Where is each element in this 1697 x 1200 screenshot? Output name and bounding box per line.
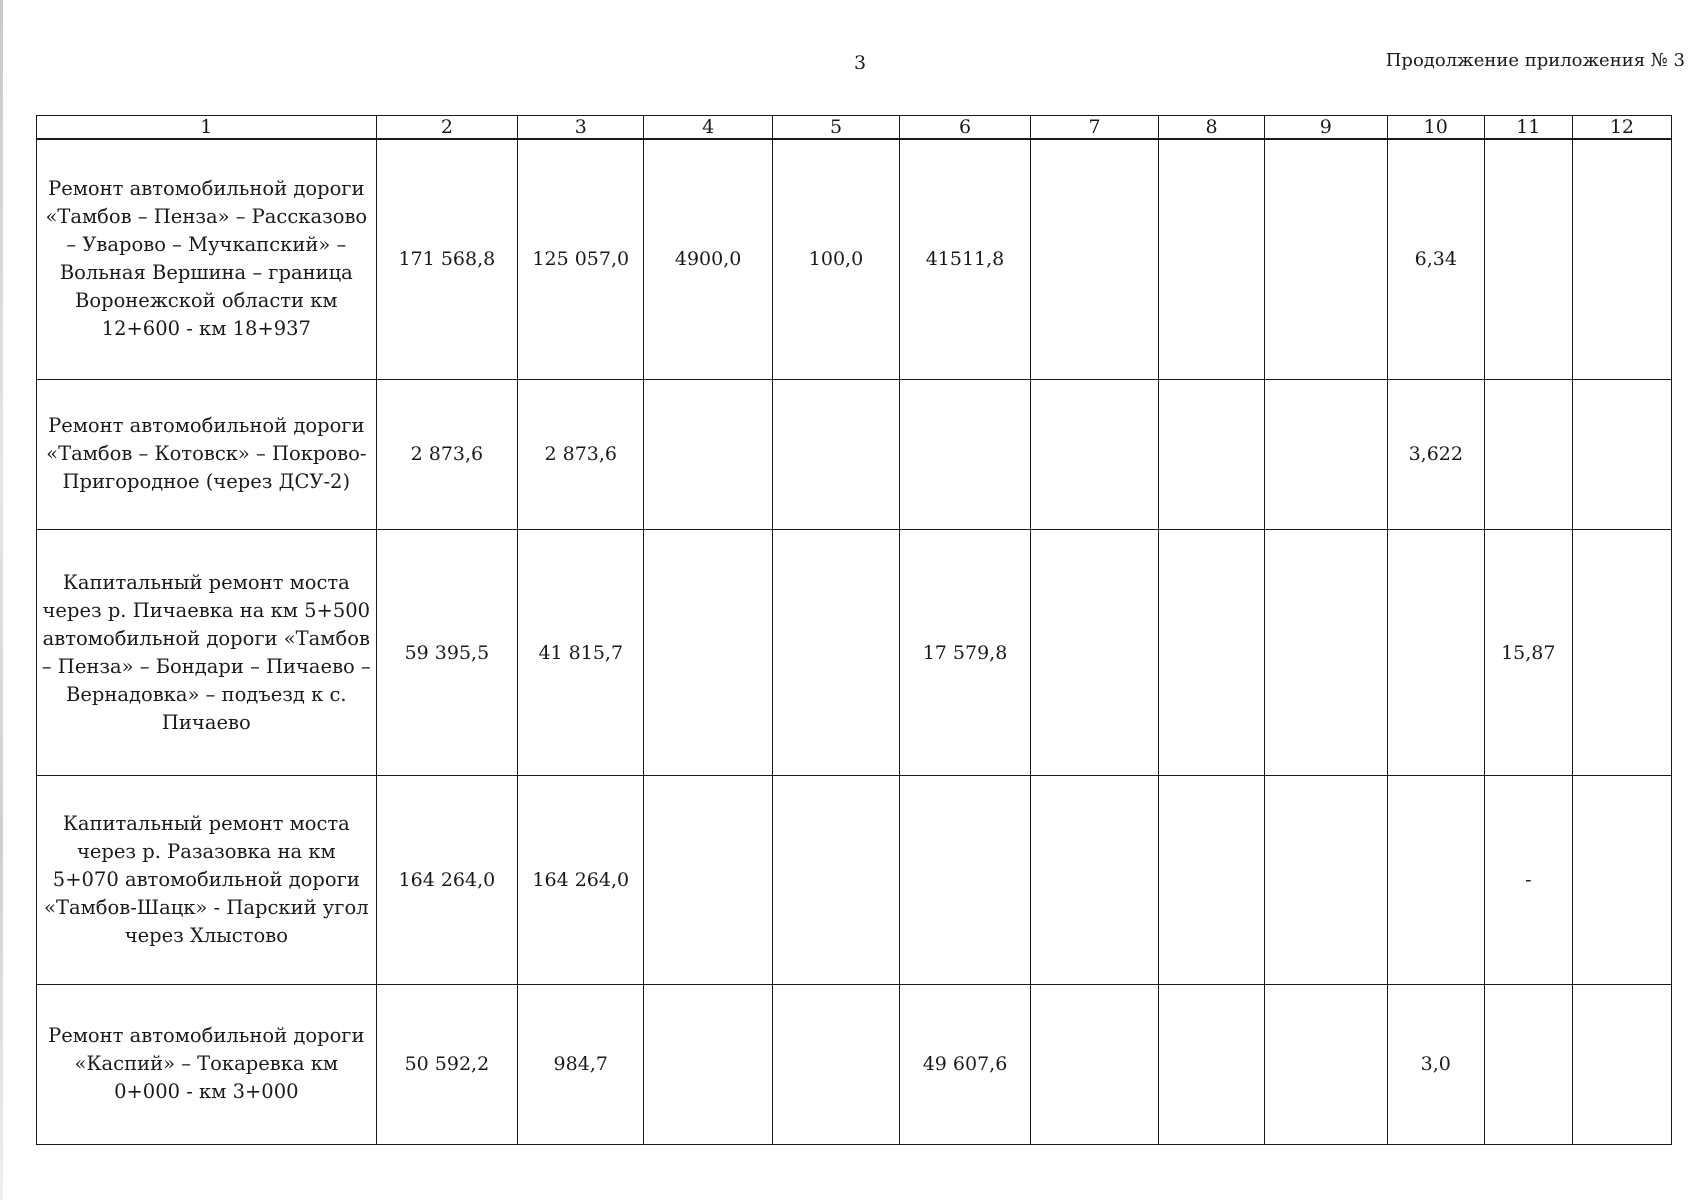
table-cell — [1264, 776, 1387, 984]
table-cell: 3,622 — [1387, 379, 1484, 529]
column-header: 2 — [376, 116, 518, 140]
column-header: 12 — [1572, 116, 1671, 140]
table-cell — [900, 776, 1031, 984]
table-cell: 164 264,0 — [518, 776, 644, 984]
table-cell — [772, 984, 899, 1144]
table-cell — [644, 984, 772, 1144]
table-cell — [1030, 984, 1158, 1144]
column-header: 4 — [644, 116, 772, 140]
page-number: 3 — [853, 52, 867, 74]
table-row — [37, 139, 1672, 379]
table-cell — [644, 530, 772, 776]
table-cell: 15,87 — [1484, 530, 1572, 776]
table-cell — [900, 379, 1031, 529]
table-cell — [1030, 530, 1158, 776]
table-cell — [1159, 139, 1265, 379]
table-cell — [1264, 984, 1387, 1144]
table-cell — [1572, 984, 1671, 1144]
table-row — [37, 379, 1672, 529]
table-cell — [1030, 379, 1158, 529]
table-cell: 6,34 — [1387, 139, 1484, 379]
table-cell — [1572, 379, 1671, 529]
table-cell: 4900,0 — [644, 139, 772, 379]
table-cell: - — [1484, 776, 1572, 984]
table-cell — [1159, 379, 1265, 529]
table-row — [37, 530, 1672, 776]
table-cell: 164 264,0 — [376, 776, 518, 984]
table-cell: 49 607,6 — [900, 984, 1031, 1144]
table-cell — [1159, 776, 1265, 984]
table-cell: 125 057,0 — [518, 139, 644, 379]
appendix-caption: Продолжение приложения № 3 — [1385, 50, 1685, 71]
table-cell — [1484, 139, 1572, 379]
table-cell — [1264, 379, 1387, 529]
table-cell: 3,0 — [1387, 984, 1484, 1144]
column-header: 5 — [772, 116, 899, 140]
table-cell: 41 815,7 — [518, 530, 644, 776]
table-cell — [1030, 139, 1158, 379]
row-description: Капитальный ремонт моста через р. Пичаевка на км 5+500 автомобильной дороги «Тамбов – Пенза» – Бондари – Пичаево – Вернадовка» – подъезд к с. Пичаево — [37, 530, 377, 776]
column-header: 9 — [1264, 116, 1387, 140]
column-header: 11 — [1484, 116, 1572, 140]
appendix-table — [36, 115, 1672, 1145]
table-cell: 41511,8 — [900, 139, 1031, 379]
table-cell — [1387, 530, 1484, 776]
column-header: 7 — [1030, 116, 1158, 140]
column-header: 3 — [518, 116, 644, 140]
row-description: Капитальный ремонт моста через р. Разазовка на км 5+070 автомобильной дороги «Тамбов-Шацк» - Парский угол через Хлыстово — [37, 776, 377, 984]
table-cell — [1030, 776, 1158, 984]
table-row — [37, 776, 1672, 984]
table-row — [37, 984, 1672, 1144]
table-cell — [1159, 984, 1265, 1144]
table-cell: 100,0 — [772, 139, 899, 379]
table-cell — [1264, 530, 1387, 776]
row-description: Ремонт автомобильной дороги «Тамбов – Пенза» – Рассказово – Уварово – Мучкапский» – Вольная Вершина – граница Воронежской области км 12+600 - км 18+937 — [37, 139, 377, 379]
table-cell — [772, 379, 899, 529]
table-cell — [1484, 379, 1572, 529]
row-description: Ремонт автомобильной дороги «Тамбов – Котовск» – Покрово-Пригородное (через ДСУ-2) — [37, 379, 377, 529]
table-cell — [644, 776, 772, 984]
table-cell — [772, 776, 899, 984]
table-cell — [1572, 139, 1671, 379]
table-cell: 59 395,5 — [376, 530, 518, 776]
table-cell — [1264, 139, 1387, 379]
table-cell — [772, 530, 899, 776]
column-number-row — [37, 116, 1672, 140]
table-cell: 17 579,8 — [900, 530, 1031, 776]
column-header: 6 — [900, 116, 1031, 140]
scan-edge — [0, 0, 3, 1200]
table-cell: 2 873,6 — [518, 379, 644, 529]
table-cell — [1572, 530, 1671, 776]
column-header: 10 — [1387, 116, 1484, 140]
table-cell — [1159, 530, 1265, 776]
table-cell: 984,7 — [518, 984, 644, 1144]
column-header: 8 — [1159, 116, 1265, 140]
table-cell — [1484, 984, 1572, 1144]
table-cell — [644, 379, 772, 529]
row-description: Ремонт автомобильной дороги «Каспий» – Токаревка км 0+000 - км 3+000 — [37, 984, 377, 1144]
table-cell: 171 568,8 — [376, 139, 518, 379]
table-cell — [1572, 776, 1671, 984]
table-cell: 2 873,6 — [376, 379, 518, 529]
column-header: 1 — [37, 116, 377, 140]
table-cell: 50 592,2 — [376, 984, 518, 1144]
table-cell — [1387, 776, 1484, 984]
